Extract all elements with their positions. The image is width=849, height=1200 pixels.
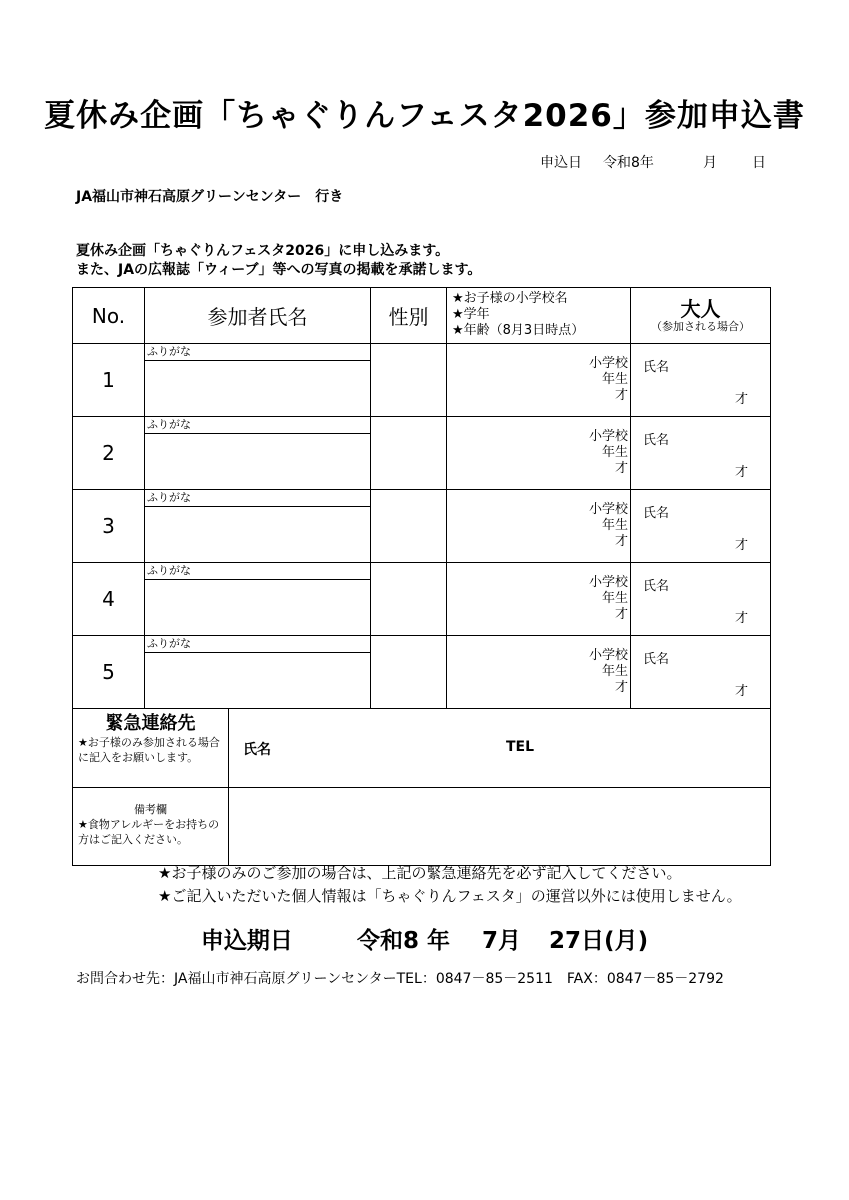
- deadline-day: 27日(月): [549, 928, 649, 954]
- date-month: 月: [703, 155, 717, 171]
- table-header-row: [73, 288, 771, 344]
- row-number: 1: [73, 344, 145, 417]
- remarks-field[interactable]: [229, 788, 771, 866]
- emergency-name-label: 氏名: [243, 742, 271, 758]
- school-suffix: 小学校: [588, 429, 628, 444]
- gender-field[interactable]: [371, 636, 447, 709]
- application-table: [72, 287, 771, 866]
- adult-field[interactable]: [631, 344, 771, 417]
- school-suffix: 小学校: [588, 575, 628, 590]
- row-number: 3: [73, 490, 145, 563]
- table-row: [73, 417, 771, 490]
- school-field[interactable]: [447, 563, 631, 636]
- deadline-era-year: 令和8 年: [356, 928, 450, 954]
- row-number: 2: [73, 417, 145, 490]
- furigana-field[interactable]: ふりがな: [145, 563, 370, 580]
- note-line-2: ★ご記入いただいた個人情報は「ちゃぐりんフェスタ」の運営以外には使用しません。: [158, 887, 742, 905]
- emergency-title: 緊急連絡先: [105, 713, 196, 734]
- header-school-line: ★お子様の小学校名: [452, 291, 568, 306]
- contact-footer: お問合わせ先：JA福山市神石高原グリーンセンターTEL：0847－85－2511 FAX：0847－85－2792: [76, 971, 724, 987]
- table-row: [73, 344, 771, 417]
- destination: JA福山市神石高原グリーンセンター 行き: [76, 189, 344, 205]
- grade-suffix: 年生: [601, 591, 628, 606]
- page-title: 夏休み企画「ちゃぐりんフェスタ2026」参加申込書: [44, 98, 805, 134]
- participant-name-field[interactable]: [145, 490, 371, 563]
- note-line-1: ★お子様のみのご参加の場合は、上記の緊急連絡先を必ず記入してください。: [158, 864, 682, 882]
- remarks-note: ★食物アレルギーをお持ちの方はご記入ください。: [78, 818, 220, 846]
- adult-age-suffix: 才: [734, 684, 748, 699]
- participant-name-field[interactable]: [145, 417, 371, 490]
- adult-field[interactable]: [631, 636, 771, 709]
- school-field[interactable]: [447, 636, 631, 709]
- age-suffix: 才: [614, 680, 628, 695]
- furigana-field[interactable]: ふりがな: [145, 417, 370, 434]
- school-suffix: 小学校: [588, 502, 628, 517]
- school-suffix: 小学校: [588, 356, 628, 371]
- adult-name-label: 氏名: [643, 652, 670, 667]
- emergency-label: [73, 709, 229, 788]
- table-row: [73, 490, 771, 563]
- emergency-tel-label: TEL: [506, 739, 535, 755]
- deadline-label: 申込期日: [200, 928, 293, 954]
- header-age-line: ★年齢（8月3日時点）: [452, 323, 585, 338]
- furigana-field[interactable]: ふりがな: [145, 490, 370, 507]
- row-number: 5: [73, 636, 145, 709]
- participant-name-field[interactable]: [145, 636, 371, 709]
- school-field[interactable]: [447, 490, 631, 563]
- gender-field[interactable]: [371, 563, 447, 636]
- intro-line-2: また、JAの広報誌「ウィーブ」等への写真の掲載を承諾します。: [76, 262, 482, 278]
- adult-field[interactable]: [631, 563, 771, 636]
- furigana-field[interactable]: ふりがな: [145, 344, 370, 361]
- emergency-row: [73, 709, 771, 788]
- adult-age-suffix: 才: [734, 465, 748, 480]
- remarks-label: [73, 788, 229, 866]
- row-number: 4: [73, 563, 145, 636]
- school-suffix: 小学校: [588, 648, 628, 663]
- table-row: [73, 636, 771, 709]
- header-name: 参加者氏名: [145, 288, 371, 344]
- adult-name-label: 氏名: [643, 506, 670, 521]
- grade-suffix: 年生: [601, 664, 628, 679]
- gender-field[interactable]: [371, 417, 447, 490]
- date-label: 申込日: [540, 155, 582, 171]
- header-adult-title: 大人: [680, 296, 721, 321]
- adult-name-label: 氏名: [643, 579, 670, 594]
- remarks-row: [73, 788, 771, 866]
- grade-suffix: 年生: [601, 372, 628, 387]
- school-field[interactable]: [447, 344, 631, 417]
- adult-name-label: 氏名: [643, 433, 670, 448]
- header-adult-note: （参加される場合）: [651, 319, 750, 333]
- emergency-note: ★お子様のみ参加される場合に記入をお願いします。: [78, 736, 220, 764]
- age-suffix: 才: [614, 388, 628, 403]
- grade-suffix: 年生: [601, 445, 628, 460]
- age-suffix: 才: [614, 607, 628, 622]
- gender-field[interactable]: [371, 490, 447, 563]
- header-no: No.: [73, 288, 145, 344]
- participant-name-field[interactable]: [145, 563, 371, 636]
- header-grade-line: ★学年: [452, 307, 490, 322]
- adult-name-label: 氏名: [643, 360, 670, 375]
- age-suffix: 才: [614, 534, 628, 549]
- remarks-title: 備考欄: [134, 803, 167, 816]
- date-day: 日: [752, 155, 766, 171]
- header-adult: [631, 288, 771, 344]
- furigana-field[interactable]: ふりがな: [145, 636, 370, 653]
- participant-name-field[interactable]: [145, 344, 371, 417]
- header-gender: 性別: [371, 288, 447, 344]
- adult-field[interactable]: [631, 490, 771, 563]
- table-row: [73, 563, 771, 636]
- adult-field[interactable]: [631, 417, 771, 490]
- gender-field[interactable]: [371, 344, 447, 417]
- intro-line-1: 夏休み企画「ちゃぐりんフェスタ2026」に申し込みます。: [76, 243, 450, 259]
- school-field[interactable]: [447, 417, 631, 490]
- deadline-month: 7月: [482, 928, 522, 954]
- emergency-field[interactable]: [229, 709, 771, 788]
- age-suffix: 才: [614, 461, 628, 476]
- deadline: [0, 922, 849, 955]
- header-school: [447, 288, 631, 344]
- date-era-year: 令和8年: [603, 155, 654, 171]
- adult-age-suffix: 才: [734, 611, 748, 626]
- adult-age-suffix: 才: [734, 538, 748, 553]
- grade-suffix: 年生: [601, 518, 628, 533]
- adult-age-suffix: 才: [734, 392, 748, 407]
